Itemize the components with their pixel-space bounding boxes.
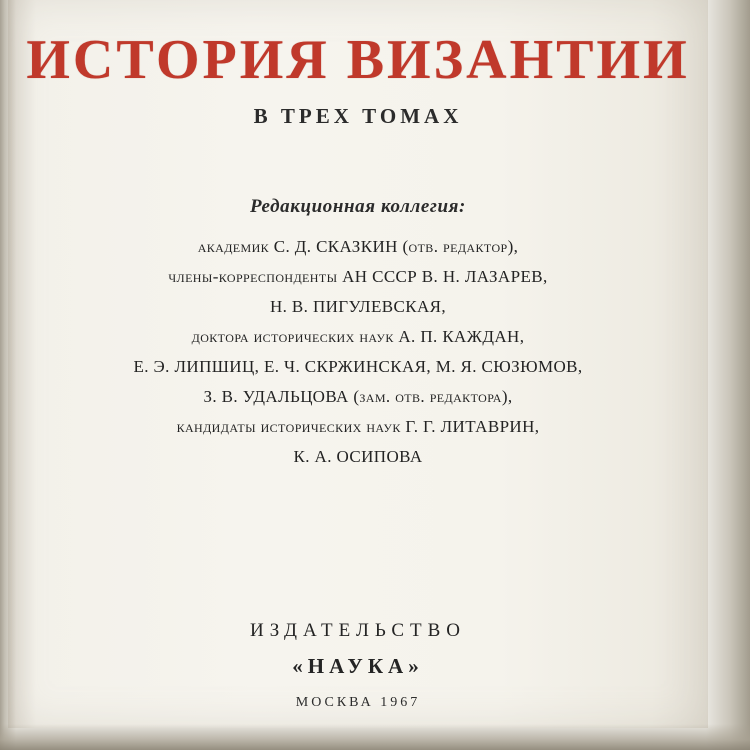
editorial-board [8, 196, 708, 476]
editorial-board-line: К. А. ОСИПОВА [293, 446, 423, 466]
city-year: МОСКВА 1967 [295, 695, 421, 710]
editorial-board-line: доктора исторических наук А. П. КАЖДАН, [191, 326, 525, 346]
publisher-name: «НАУКА» [292, 654, 424, 678]
editorial-board-line: З. В. УДАЛЬЦОВА (зам. отв. редактора), [203, 386, 513, 406]
editorial-board-line: академик С. Д. СКАЗКИН (отв. редактор), [197, 237, 519, 256]
editorial-board-line: члены-корреспонденты АН СССР В. Н. ЛАЗАРЕВ, [168, 266, 548, 286]
page-subtitle: В ТРЕХ ТОМАХ [253, 104, 463, 128]
editorial-board-line: Е. Э. ЛИПШИЦ, Е. Ч. СКРЖИНСКАЯ, М. Я. СЮЗЮМОВ, [133, 356, 583, 376]
editorial-board-heading: Редакционная коллегия: [250, 196, 466, 217]
page-title: ИСТОРИЯ ВИЗАНТИИ [26, 29, 690, 91]
right-page-edge-shadow [706, 0, 750, 750]
publisher-label: ИЗДАТЕЛЬСТВО [249, 620, 467, 641]
editorial-board-line: кандидаты исторических наук Г. Г. ЛИТАВРИН, [176, 416, 540, 436]
imprint [8, 620, 708, 711]
editorial-board-line: Н. В. ПИГУЛЕВСКАЯ, [269, 296, 447, 316]
page-content [8, 0, 708, 728]
